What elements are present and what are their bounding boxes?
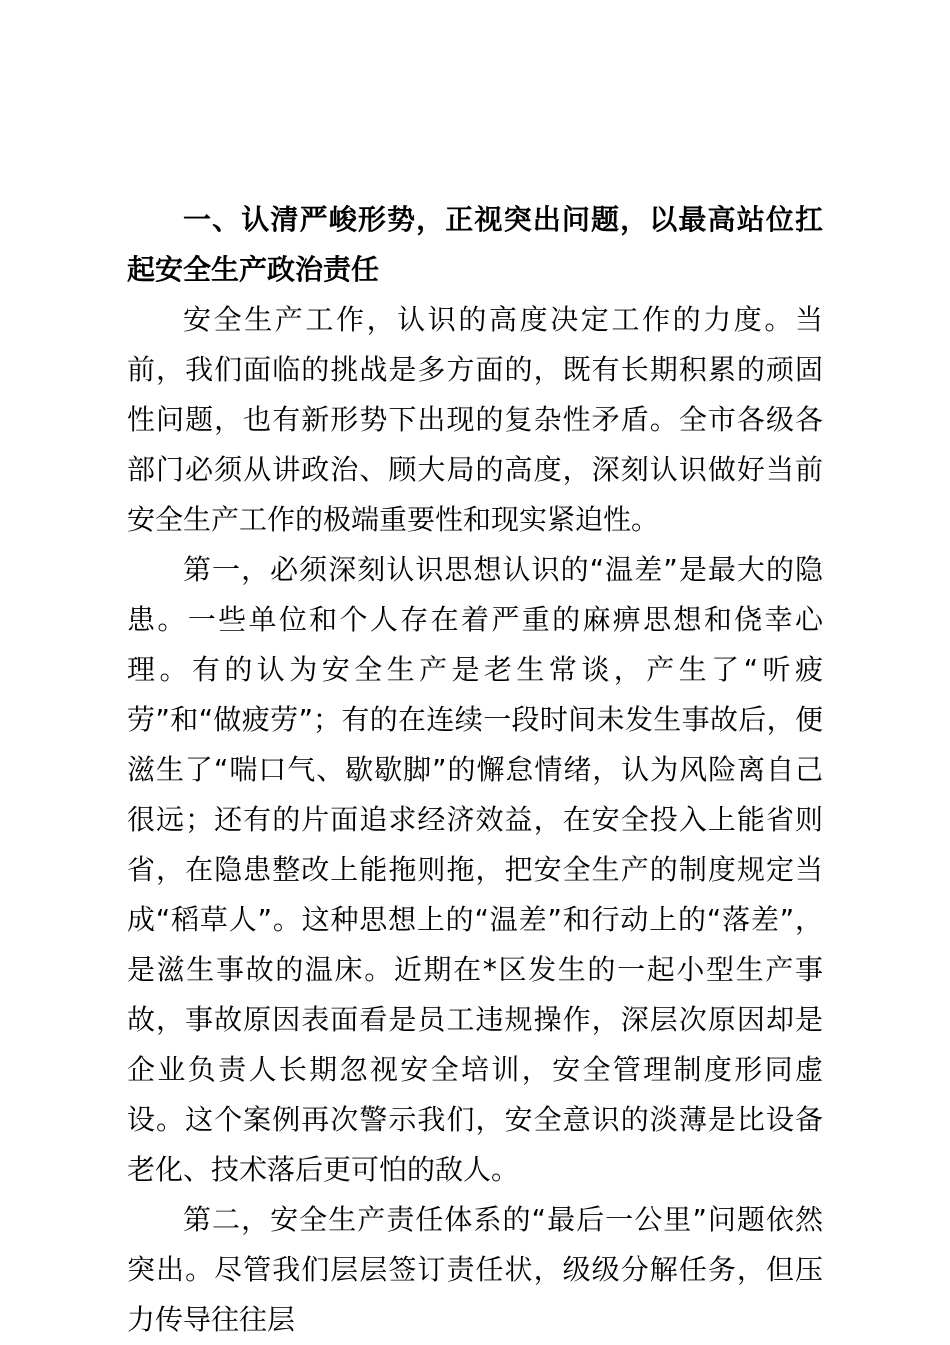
section-heading: 一、认清严峻形势，正视突出问题，以最高站位扛起安全生产政治责任	[127, 203, 823, 286]
paragraph-intro: 安全生产工作，认识的高度决定工作的力度。当前，我们面临的挑战是多方面的，既有长期积累的顽固性问题，也有新形势下出现的复杂性矛盾。全市各级各部门必须从讲政治、顾大局的高度，深刻认识做好当前安全生产工作的极端重要性和现实紧迫性。	[127, 303, 823, 536]
paragraph-first-point: 第一，必须深刻认识思想认识的“温差”是最大的隐患。一些单位和个人存在着严重的麻痹思想和侥幸心理。有的认为安全生产是老生常谈，产生了“听疲劳”和“做疲劳”；有的在连续一段时间未发生事故后，便滋生了“喘口气、歇歇脚”的懈怠情绪，认为风险离自己很远；还有的片面追求经济效益，在安全投入上能省则省，在隐患整改上能拖则拖，把安全生产的制度规定当成“稻草人”。这种思想上的“温差”和行动上的“落差”，是滋生事故的温床。近期在*区发生的一起小型生产事故，事故原因表面看是员工违规操作，深层次原因却是企业负责人长期忽视安全培训，安全管理制度形同虚设。这个案例再次警示我们，安全意识的淡薄是比设备老化、技术落后更可怕的敌人。	[127, 553, 823, 1186]
paragraph-second-point: 第二，安全生产责任体系的“最后一公里”问题依然突出。尽管我们层层签订责任状，级级分解任务，但压力传导往往层	[127, 1203, 823, 1336]
document-page	[127, 195, 823, 1345]
